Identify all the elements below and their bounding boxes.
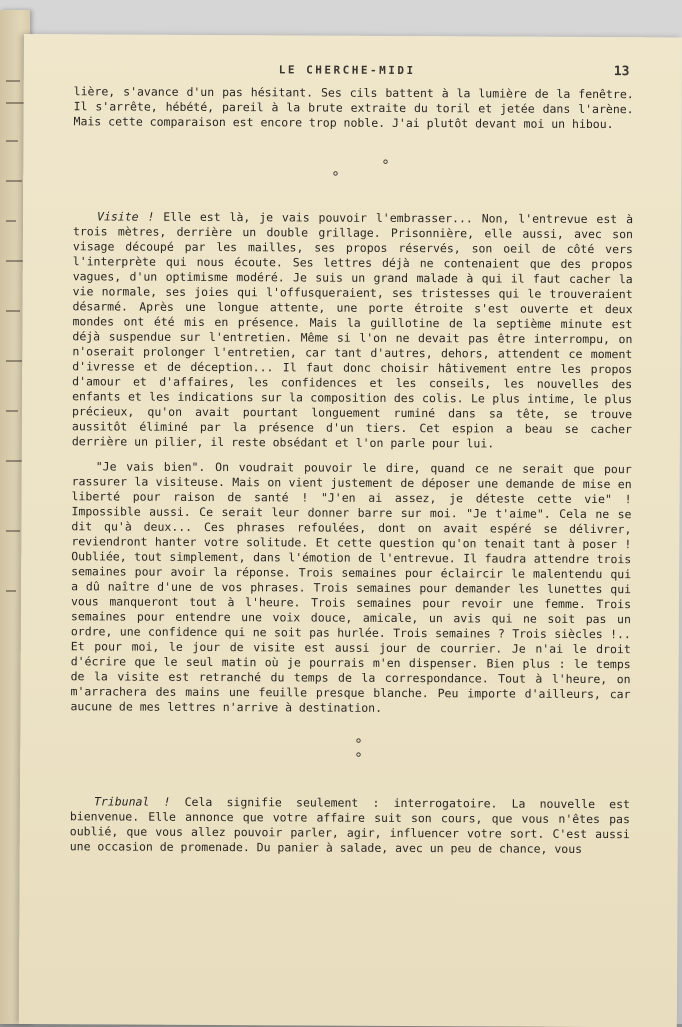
page-header: [24, 62, 682, 83]
paragraph-1: [74, 84, 634, 132]
body-text: [70, 84, 634, 867]
book-page: [19, 34, 682, 1027]
separator-dot: °: [354, 750, 363, 767]
paragraph-lead: Visite !: [97, 209, 155, 224]
page-number: 13: [613, 64, 630, 80]
section-separator: [70, 732, 630, 775]
paragraph-text: lière, s'avance d'un pas hésitant. Ses cils battent à la lumière de la fenêtre. Il s'arrête, hébété, pareil à la brute extraite du toril et jetée dans l'arène. Mais cette comparaison est encore trop noble. J'ai plutôt devant moi un hibou.: [73, 84, 634, 132]
paragraph-tribunal: [70, 794, 630, 857]
section-separator: [73, 147, 633, 190]
paragraph-text: Elle est là, je vais pouvoir l'embrasser... Non, l'entrevue est à trois mètres, derrière un double grillage. Prisonnière, elle aussi, avec son visage découpé par les mailles, ses propos réservés, son oeil de côté vers l'interprète qui nous écoute. Ses lettres déjà ne contenaient que des propos vagues, d'un optimisme modéré. Je suis un grand malade à qui il faut cacher la vie normale, ses joies qui l'offusqueraient, ses tristesses qui le trouveraient désarmé. Après une longue attente, une porte étroite s'est ouverte et deux mondes ont été mis en présence. Mais la guillotine de la septième minute est déjà suspendue sur l'entretien. Même si l'on ne devait pas être interrompu, on n'oserait prolonger l'entretien, car tant d'autres, dehors, attendent ce moment d'ivresse et de déception... Il faut donc choisir hâtivement entre les propos d'amour et d'affaires, les confidences et les conseils, les nouvelles des enfants et les indications sur la composition des colis. Le plus intime, le plus précieux, qu'on avait pourtant longuement ruminé dans sa tête, se trouve aussitôt éliminé par la présence d'un tiers. Cet espion a beau se cacher derrière un pilier, il reste obsédant et l'on parle pour lui.: [71, 209, 634, 451]
paragraph-visite: [72, 209, 633, 452]
separator-dot: °: [354, 736, 363, 753]
running-title: LE CHERCHE-MIDI: [278, 63, 416, 78]
separator-dot: °: [381, 157, 390, 174]
paragraph-lead: Tribunal !: [93, 794, 171, 809]
paragraph-text: "Je vais bien". On voudrait pouvoir le dire, quand ce ne serait que pour rassurer la visiteuse. Mais on vient justement de déposer une demande de mise en liberté pour raison de santé ! "J'en ai assez, je déteste cette vie" ! Impossible aussi. Ce serait leur donner barre sur moi. "Je t'aime". Cela ne se dit qu'à deux... Ces phrases refoulées, dont on avait espéré se délivrer, reviendront hanter votre solitude. Et cette question qu'on tenait tant à poser ! Oubliée, tout simplement, dans l'émotion de l'entrevue. Il faudra attendre trois semaines pour avoir la réponse. Trois semaines pour éclaircir le malentendu qui a dû naître d'une de vos phrases. Trois semaines pour demander les lunettes qui vous manqueront tout à l'heure. Trois semaines pour revoir une femme. Trois semaines pour entendre une voix douce, amicale, un avis qui ne soit pas un ordre, une confidence qui ne soit pas hurlée. Trois semaines ? Trois siècles !.. Et pour moi, le jour de visite est aussi jour de courrier. Je n'ai le droit d'écrire que le seul matin où je pourrais m'en dispenser. Bien plus : le temps de la visite est retranché du temps de la correspondance. Tout à l'heure, on m'arrachera des mains une feuille presque blanche. Peu importe d'ailleurs, car aucune de mes lettres n'arrive à destination.: [70, 459, 632, 715]
paragraph-je-vais-bien: [70, 459, 631, 717]
paragraph-text: Cela signifie seulement : interrogatoire. La nouvelle est bienvenue. Elle annonce que votre affaire suit son cours, que vous n'êtes pas oublié, que vous allez pouvoir parler, agir, influencer votre sort. C'est aussi une occasion de promenade. Du panier à salade, avec un peu de chance, vous: [69, 794, 630, 856]
separator-dot: °: [331, 169, 340, 186]
